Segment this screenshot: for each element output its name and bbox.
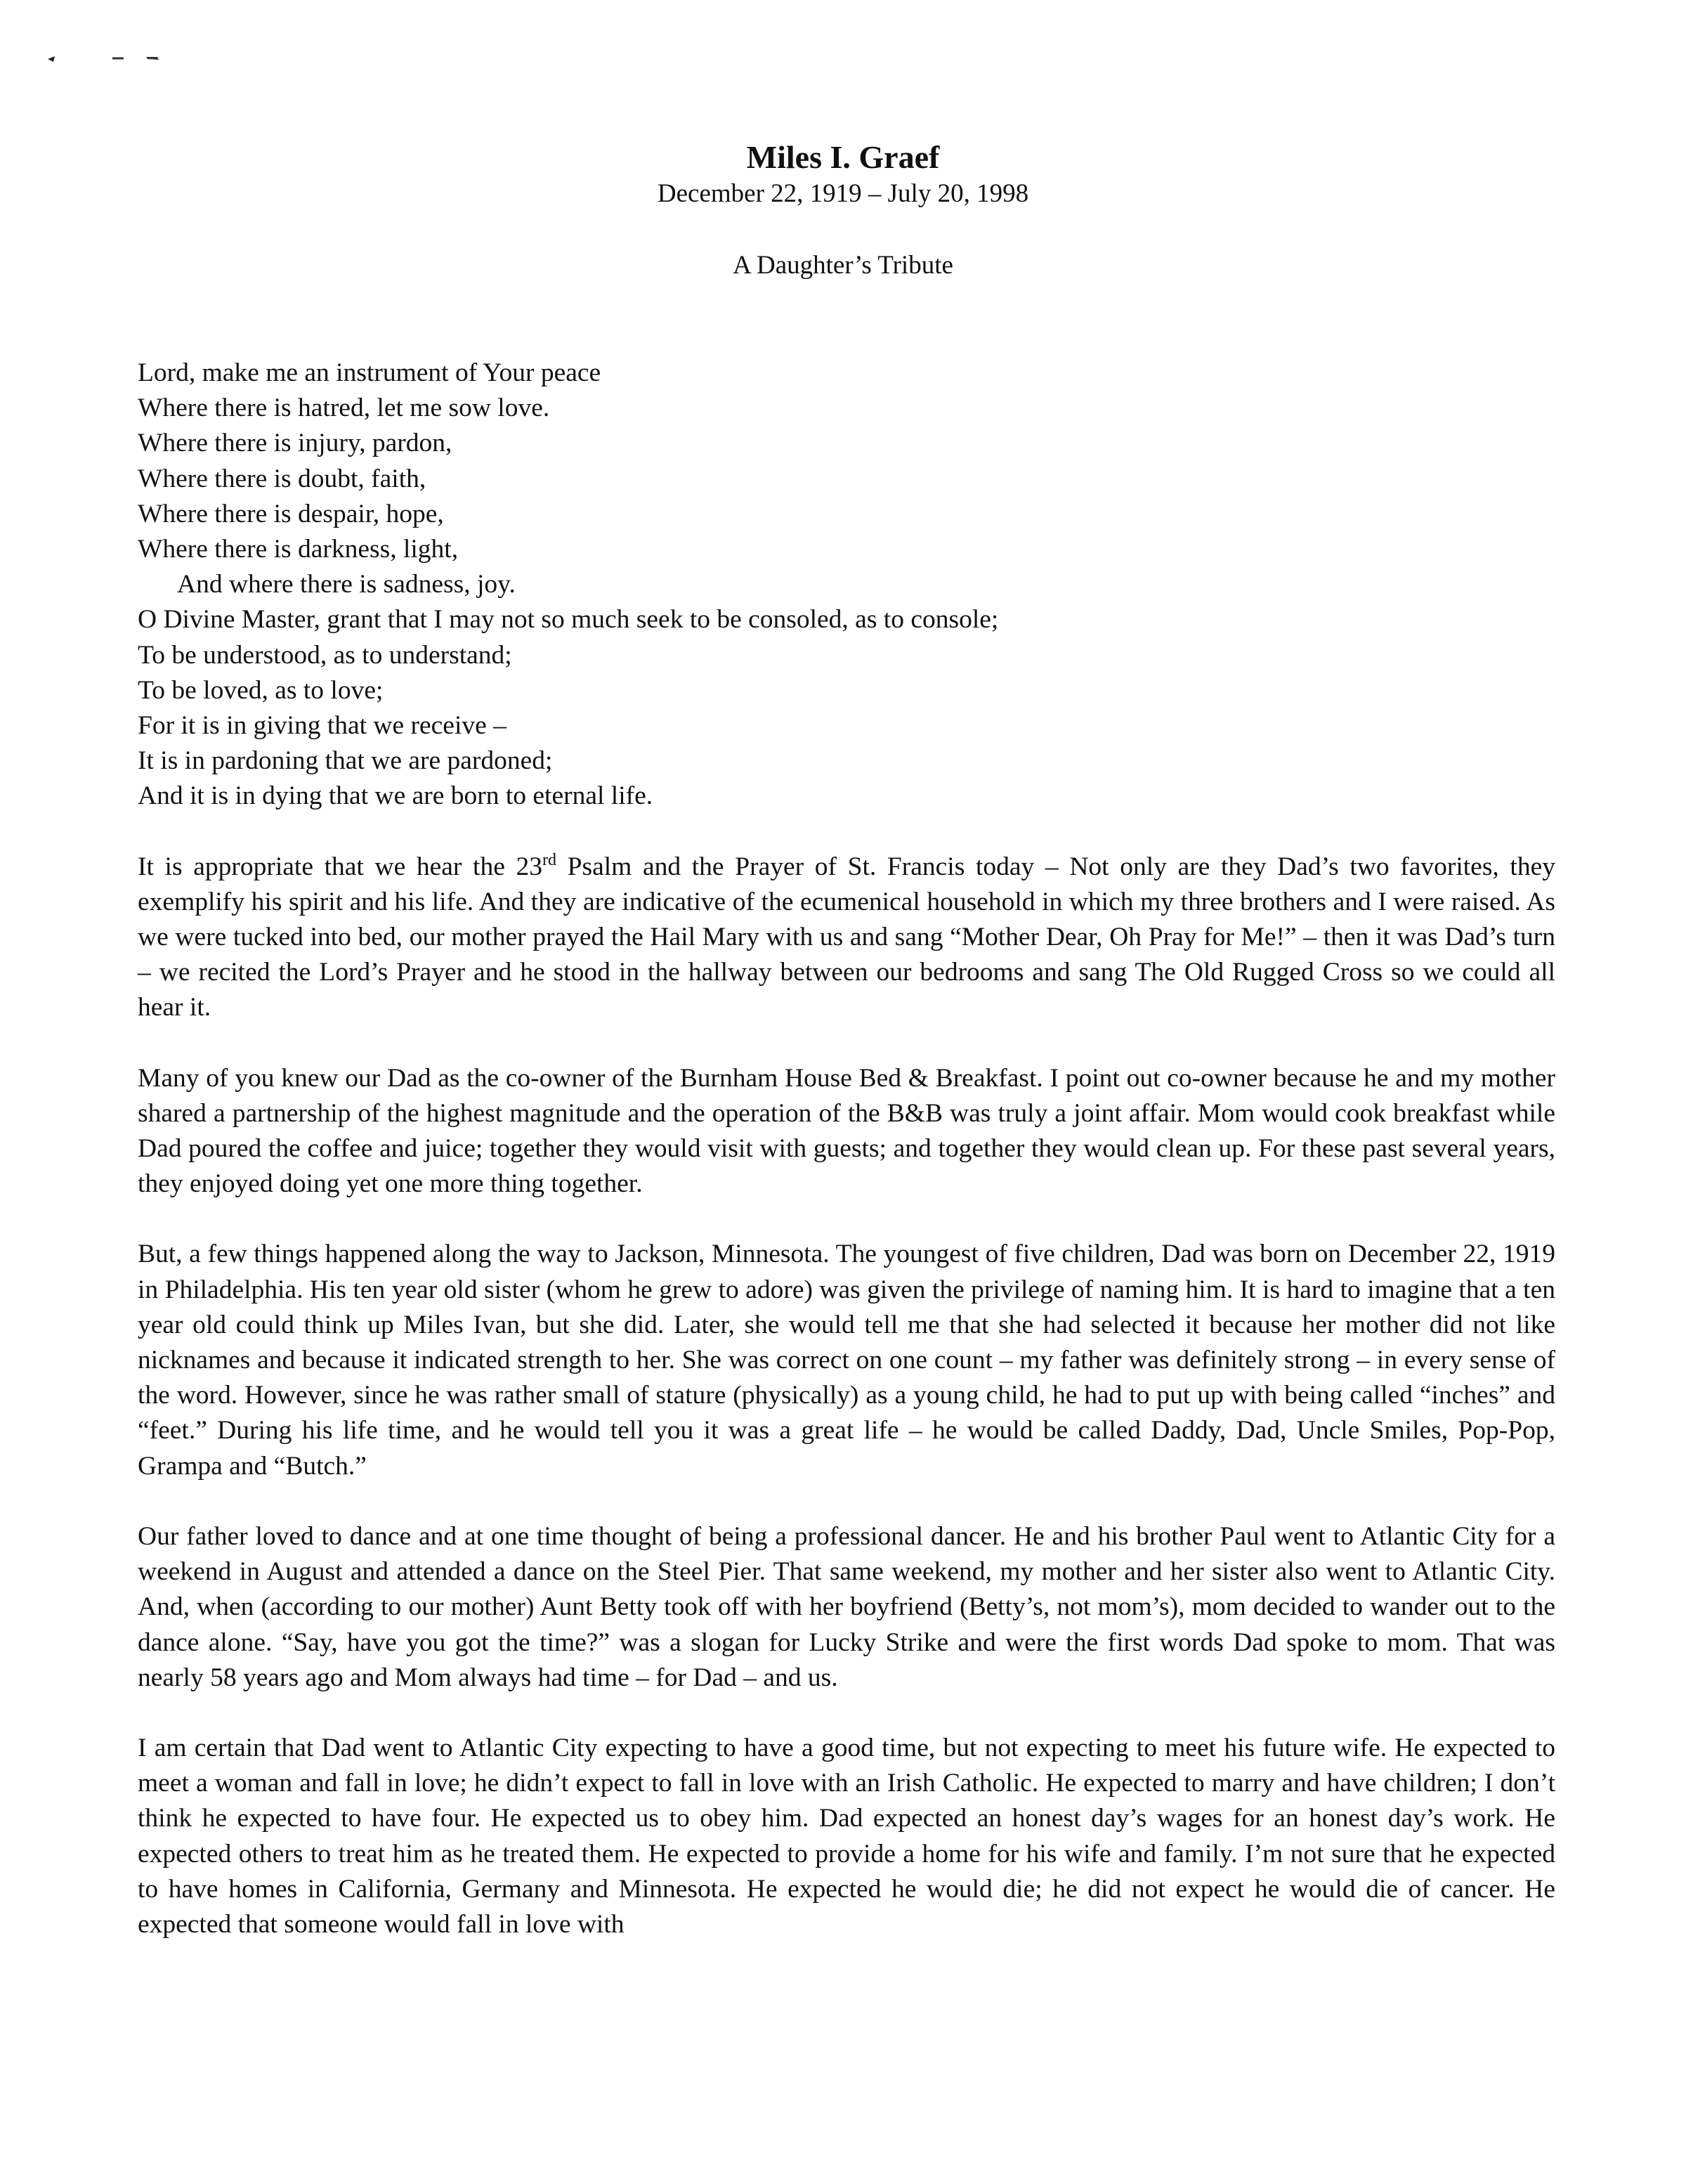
prayer-line: Where there is despair, hope, [138,499,444,528]
document-title: Miles I. Graef [746,139,940,175]
ordinal-suffix: rd [542,850,556,869]
life-dates: December 22, 1919 – July 20, 1998 [657,179,1029,208]
prayer-line: And where there is sadness, joy. [177,570,516,599]
prayer-line: And it is in dying that we are born to eternal life. [138,781,653,811]
paragraph-atlantic-city: Our father loved to dance and at one time thought of being a professional dancer. He and his brother Paul went to Atlantic City for a weekend in August and attended a dance on the Steel Pier. That same weekend, my mother and her sister also went to Atlantic City. And, when (according to our mother) Aunt Betty took off with her boyfriend (Betty’s, not mom’s), mom decided to wander out to the dance alone. “Say, have you got the time?” was a slogan for Lucky Strike and were the first words Dad spoke to mom. That was nearly 58 years ago and Mom always had time – for Dad – and us. [138,1521,1555,1692]
prayer-line: Where there is darkness, light, [138,535,459,564]
paragraph-text: It is appropriate that we hear the 23 [138,852,542,881]
document-subtitle: A Daughter’s Tribute [733,251,953,280]
paragraph-expectations: I am certain that Dad went to Atlantic City expecting to have a good time, but not expecting to meet his future wife. He expected to meet a woman and fall in love; he didn’t expect to fall in love with an Irish Catholic. He expected to marry and have children; I don’t think he expected to have four. He expected us to obey him. Dad expected an honest day’s wages for an honest day’s work. He expected others to treat him as he treated them. He expected to provide a home for his wife and family. I’m not sure that he expected to have homes in California, Germany and Minnesota. He expected he would die; he did not expect he would die of cancer. He expected that someone would fall in love with [138,1733,1555,1939]
paragraph-psalm [138,850,1555,1026]
document-body [138,356,1555,1942]
scan-artifact-marks [42,51,169,65]
prayer-line: To be loved, as to love; [138,675,384,705]
prayer-line: Where there is injury, pardon, [138,429,452,458]
prayer-line: Where there is doubt, faith, [138,464,426,493]
prayer-line: For it is in giving that we receive – [138,711,507,741]
prayer-of-st-francis [138,356,1555,814]
paragraph-text: Psalm and the Prayer of St. Francis today – Not only are they Dad’s two favorites, they exemplify his spirit and his life. And they are indicative of the ecumenical household in which my three brothers and I were raised. As we were tucked into bed, our mother prayed the Hail Mary with us and sang “Mother Dear, Oh Pray for Me!” – then it was Dad’s turn – we recited the Lord’s Prayer and he stood in the hallway between our bedrooms and sang The Old Rugged Cross so we could all hear it. [138,852,1555,1022]
prayer-line: Where there is hatred, let me sow love. [138,394,550,423]
prayer-line: O Divine Master, grant that I may not so much seek to be consoled, as to console; [138,605,999,635]
prayer-line: To be understood, as to understand; [138,640,512,670]
prayer-line: Lord, make me an instrument of Your peace [138,358,601,387]
prayer-line: It is in pardoning that we are pardoned; [138,746,553,776]
document-header [0,138,1686,282]
paragraph-bed-and-breakfast: Many of you knew our Dad as the co-owner of the Burnham House Bed & Breakfast. I point out co-owner because he and my mother shared a partnership of the highest magnitude and the operation of the B&B was truly a joint affair. Mom would cook breakfast while Dad poured the coffee and juice; together they would visit with guests; and together they would clean up. For these past several years, they enjoyed doing yet one more thing together. [138,1063,1555,1199]
paragraph-early-life: But, a few things happened along the way to Jackson, Minnesota. The youngest of five children, Dad was born on December 22, 1919 in Philadelphia. His ten year old sister (whom he grew to adore) was given the privilege of naming him. It is hard to imagine that a ten year old could think up Miles Ivan, but she did. Later, she would tell me that she had selected it because her mother did not like nicknames and because it indicated strength to her. She was correct on one count – my father was definitely strong – in every sense of the word. However, since he was rather small of stature (physically) as a young child, he had to put up with being called “inches” and “feet.” During his life time, and he would tell you it was a great life – he would be called Daddy, Dad, Uncle Smiles, Pop-Pop, Grampa and “Butch.” [138,1240,1555,1481]
